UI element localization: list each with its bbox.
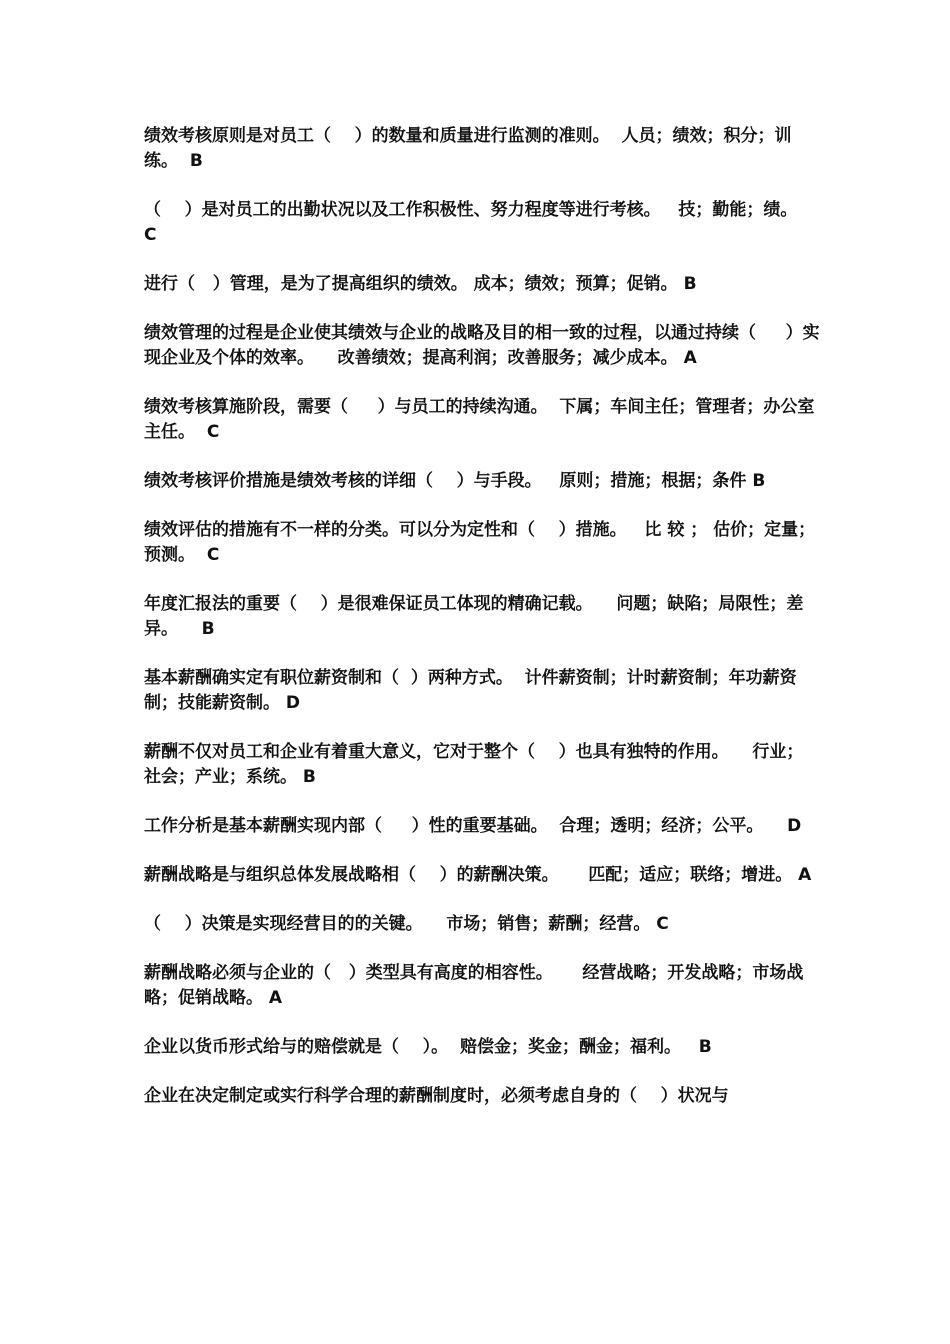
question-item: （ ）是对员工的出勤状况以及工作积极性、努力程度等进行考核。 技；勤能；绩。 C: [144, 200, 816, 245]
question-item: 企业以货币形式给与的赔偿就是（ ）。 赔偿金；奖金；酬金；福利。 B: [144, 1037, 712, 1057]
question-item: 工作分析是基本薪酬实现内部（ ）性的重要基础。 合理；透明；经济；公平。 D: [144, 816, 802, 836]
question-item: 绩效管理的过程是企业使其绩效与企业的战略及目的相一致的过程，以通过持续（ ）实现企业及个体的效率。 改善绩效；提高利润；改善服务；减少成本。 A: [144, 323, 820, 368]
question-item: 企业在决定制定或实行科学合理的薪酬制度时，必须考虑自身的（ ）状况与: [144, 1086, 729, 1106]
question-item: 进行（ ）管理，是为了提高组织的绩效。 成本；绩效；预算；促销。 B: [144, 274, 697, 294]
question-item: 绩效评估的措施有不一样的分类。可以分为定性和（ ）措施。 比 较 ； 估价；定量；预测。 C: [144, 520, 816, 565]
question-item: 年度汇报法的重要（ ）是很难保证员工体现的精确记载。 问题；缺陷；局限性；差异。 B: [144, 594, 804, 639]
question-item: 基本薪酬确实定有职位薪资制和（ ）两种方式。 计件薪资制；计时薪资制；年功薪资制；技能薪资制。 D: [144, 668, 797, 713]
question-item: 绩效考核评价措施是绩效考核的详细（ ）与手段。 原则；措施；根据；条件 B: [144, 471, 766, 491]
question-item: （ ）决策是实现经营目的的关键。 市场；销售；薪酬；经营。 C: [144, 914, 669, 934]
question-item: 薪酬战略是与组织总体发展战略相（ ）的薪酬决策。 匹配；适应；联络；增进。 A: [144, 865, 812, 885]
question-item: 绩效考核算施阶段，需要（ ）与员工的持续沟通。 下属；车间主任；管理者；办公室主任。 C: [144, 397, 815, 442]
question-item: 薪酬不仅对员工和企业有着重大意义，它对于整个（ ）也具有独特的作用。 行业；社会；产业；系统。 B: [144, 742, 804, 787]
question-item: 绩效考核原则是对员工（ ）的数量和质量进行监测的准则。 人员；绩效；积分；训练。 B: [144, 126, 792, 171]
question-item: 薪酬战略必须与企业的（ ）类型具有高度的相容性。 经营战略；开发战略；市场战略；促销战略。 A: [144, 963, 804, 1008]
question-list: [144, 124, 820, 1133]
